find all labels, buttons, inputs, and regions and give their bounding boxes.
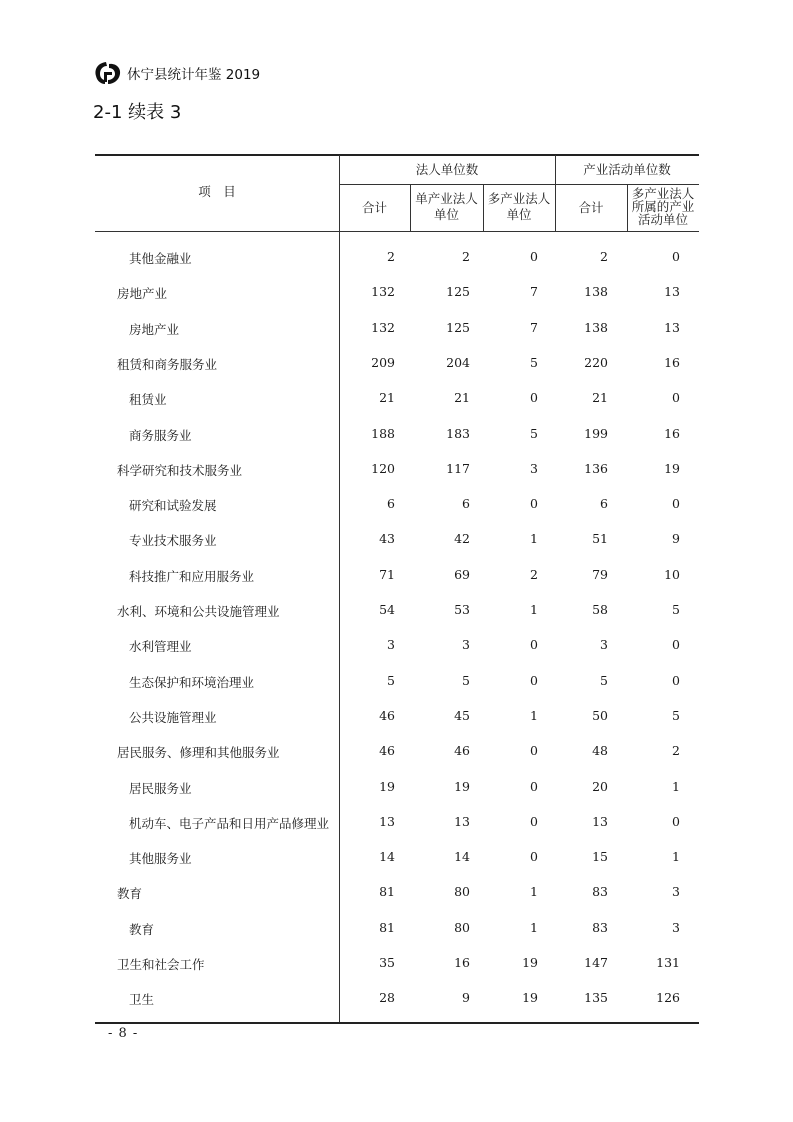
cell-single-industry: 46 bbox=[454, 743, 470, 759]
cell-legal-total: 81 bbox=[379, 884, 395, 900]
table-row bbox=[95, 417, 699, 452]
column-header-multi-industry bbox=[483, 192, 555, 222]
cell-legal-total: 6 bbox=[387, 496, 395, 512]
cell-activity-total: 13 bbox=[592, 813, 608, 829]
cell-multi-industry: 2 bbox=[530, 566, 538, 582]
cell-multi-industry: 0 bbox=[530, 743, 538, 759]
table-row bbox=[95, 699, 699, 734]
table-row bbox=[95, 381, 699, 416]
cell-multi-industry: 0 bbox=[530, 849, 538, 865]
cell-single-industry: 16 bbox=[454, 955, 470, 970]
cell-legal-total: 132 bbox=[371, 319, 395, 335]
table-row bbox=[95, 558, 699, 593]
cell-activity-total: 6 bbox=[600, 496, 608, 512]
book-title: 休宁县统计年鉴 2019 bbox=[127, 67, 261, 83]
row-label: 水利、环境和公共设施管理业 bbox=[117, 604, 280, 619]
row-label: 水利管理业 bbox=[129, 639, 192, 655]
cell-single-industry: 9 bbox=[462, 990, 470, 1006]
row-label: 教育 bbox=[129, 921, 155, 937]
cell-activity-total: 199 bbox=[584, 425, 608, 441]
cell-multi-activity: 0 bbox=[672, 390, 680, 406]
cell-multi-industry: 0 bbox=[530, 672, 538, 688]
row-label: 卫生和社会工作 bbox=[117, 957, 205, 972]
cell-multi-activity: 0 bbox=[672, 672, 680, 688]
cell-multi-activity: 5 bbox=[672, 707, 680, 723]
cell-multi-activity: 0 bbox=[672, 249, 680, 264]
column-header-item: 项 目 bbox=[198, 184, 236, 199]
cell-multi-industry: 19 bbox=[522, 990, 538, 1006]
table-bottom-rule bbox=[95, 1022, 699, 1024]
cell-legal-total: 28 bbox=[379, 990, 395, 1006]
table-row bbox=[95, 346, 699, 381]
cell-activity-total: 50 bbox=[592, 707, 608, 723]
cell-multi-industry: 5 bbox=[530, 425, 538, 441]
row-label: 居民服务业 bbox=[129, 780, 192, 796]
cell-single-industry: 45 bbox=[454, 707, 470, 723]
cell-legal-total: 35 bbox=[379, 955, 395, 970]
cell-legal-total: 120 bbox=[371, 460, 395, 476]
row-label: 公共设施管理业 bbox=[129, 709, 217, 725]
table-top-rule bbox=[95, 154, 699, 156]
cell-legal-total: 81 bbox=[379, 919, 395, 935]
cell-multi-activity: 0 bbox=[672, 496, 680, 512]
row-label: 房地产业 bbox=[129, 321, 180, 337]
cell-multi-industry: 0 bbox=[530, 496, 538, 512]
cell-single-industry: 80 bbox=[454, 919, 470, 935]
table-row bbox=[95, 911, 699, 946]
cell-multi-industry: 0 bbox=[530, 637, 538, 653]
cell-multi-activity: 3 bbox=[672, 884, 680, 900]
row-label: 专业技术服务业 bbox=[129, 533, 217, 549]
cell-multi-industry: 0 bbox=[530, 778, 538, 794]
cell-multi-industry: 1 bbox=[530, 602, 538, 617]
cell-multi-industry: 19 bbox=[522, 955, 538, 970]
row-label: 教育 bbox=[117, 886, 143, 902]
table-row bbox=[95, 840, 699, 875]
cell-single-industry: 183 bbox=[446, 425, 470, 441]
cell-multi-industry: 1 bbox=[530, 884, 538, 900]
table-row bbox=[95, 593, 699, 628]
table-header-rule bbox=[95, 231, 699, 232]
table-row bbox=[95, 452, 699, 487]
header-line: 所属的产业 bbox=[631, 199, 695, 214]
cell-activity-total: 15 bbox=[592, 849, 608, 865]
cell-single-industry: 21 bbox=[454, 390, 470, 406]
cell-multi-activity: 9 bbox=[672, 531, 680, 547]
cell-multi-industry: 3 bbox=[530, 460, 538, 476]
cell-multi-activity: 0 bbox=[672, 813, 680, 829]
cell-multi-activity: 126 bbox=[656, 990, 680, 1006]
column-header-activity-total: 合计 bbox=[578, 200, 604, 215]
cell-activity-total: 83 bbox=[592, 884, 608, 900]
cell-single-industry: 53 bbox=[454, 602, 470, 617]
column-header-legal-total: 合计 bbox=[361, 200, 387, 215]
row-label: 科技推广和应用服务业 bbox=[129, 568, 255, 584]
cell-legal-total: 3 bbox=[387, 637, 395, 653]
column-header-single-industry bbox=[410, 192, 483, 222]
row-label: 租赁和商务服务业 bbox=[117, 356, 218, 372]
cell-multi-activity: 19 bbox=[664, 460, 680, 476]
group-header-activity-units: 产业活动单位数 bbox=[583, 162, 671, 177]
cell-legal-total: 209 bbox=[371, 354, 395, 370]
cell-activity-total: 20 bbox=[592, 778, 608, 794]
cell-multi-industry: 0 bbox=[530, 390, 538, 406]
column-header-multi-activity bbox=[627, 187, 699, 226]
cell-activity-total: 79 bbox=[592, 566, 608, 582]
cell-multi-activity: 16 bbox=[664, 354, 680, 370]
row-label: 租赁业 bbox=[129, 392, 167, 408]
table-row bbox=[95, 311, 699, 346]
table-row bbox=[95, 664, 699, 699]
cell-activity-total: 58 bbox=[592, 602, 608, 617]
row-label: 生态保护和环境治理业 bbox=[129, 674, 255, 690]
cell-single-industry: 204 bbox=[446, 354, 470, 370]
cell-multi-activity: 131 bbox=[656, 955, 680, 970]
cell-activity-total: 21 bbox=[592, 390, 608, 406]
cell-activity-total: 48 bbox=[592, 743, 608, 759]
cell-legal-total: 132 bbox=[371, 284, 395, 300]
cell-single-industry: 117 bbox=[446, 460, 470, 476]
cell-legal-total: 5 bbox=[387, 672, 395, 688]
row-label: 研究和试验发展 bbox=[129, 498, 217, 514]
table-row bbox=[95, 734, 699, 769]
cell-multi-industry: 7 bbox=[530, 319, 538, 335]
row-label: 卫生 bbox=[129, 992, 155, 1008]
cell-legal-total: 46 bbox=[379, 707, 395, 723]
cell-multi-activity: 10 bbox=[664, 566, 680, 582]
cell-activity-total: 138 bbox=[584, 319, 608, 335]
table-row bbox=[95, 628, 699, 663]
header-line: 多产业法人 bbox=[631, 186, 695, 201]
cell-multi-activity: 2 bbox=[672, 743, 680, 759]
cell-activity-total: 83 bbox=[592, 919, 608, 935]
cell-multi-activity: 5 bbox=[672, 602, 680, 617]
cell-single-industry: 5 bbox=[462, 672, 470, 688]
cell-multi-industry: 7 bbox=[530, 284, 538, 300]
cell-single-industry: 19 bbox=[454, 778, 470, 794]
cell-legal-total: 71 bbox=[379, 566, 395, 582]
cell-activity-total: 3 bbox=[600, 637, 608, 653]
cell-multi-activity: 1 bbox=[672, 778, 680, 794]
table-row bbox=[95, 805, 699, 840]
row-label: 商务服务业 bbox=[129, 427, 192, 443]
cell-activity-total: 220 bbox=[584, 354, 608, 370]
cell-single-industry: 42 bbox=[454, 531, 470, 547]
cell-legal-total: 2 bbox=[387, 249, 395, 264]
cell-activity-total: 5 bbox=[600, 672, 608, 688]
cell-multi-industry: 1 bbox=[530, 919, 538, 935]
cell-legal-total: 43 bbox=[379, 531, 395, 547]
cell-activity-total: 2 bbox=[600, 249, 608, 264]
running-header bbox=[92, 58, 260, 88]
cell-multi-industry: 1 bbox=[530, 707, 538, 723]
cell-multi-activity: 3 bbox=[672, 919, 680, 935]
row-label: 其他金融业 bbox=[129, 251, 192, 266]
cell-legal-total: 46 bbox=[379, 743, 395, 759]
cell-single-industry: 80 bbox=[454, 884, 470, 900]
header-line: 活动单位 bbox=[637, 212, 688, 227]
row-label: 居民服务、修理和其他服务业 bbox=[117, 745, 280, 761]
cell-single-industry: 6 bbox=[462, 496, 470, 512]
cell-legal-total: 21 bbox=[379, 390, 395, 406]
cell-multi-industry: 0 bbox=[530, 249, 538, 264]
cell-single-industry: 13 bbox=[454, 813, 470, 829]
table-row bbox=[95, 275, 699, 310]
cell-multi-industry: 0 bbox=[530, 813, 538, 829]
cell-single-industry: 125 bbox=[446, 284, 470, 300]
cell-single-industry: 2 bbox=[462, 249, 470, 264]
table-row bbox=[95, 875, 699, 910]
cell-legal-total: 14 bbox=[379, 849, 395, 865]
table-title: 2-1 续表 3 bbox=[93, 102, 182, 123]
cell-multi-activity: 0 bbox=[672, 637, 680, 653]
cell-activity-total: 135 bbox=[584, 990, 608, 1006]
cell-multi-industry: 5 bbox=[530, 354, 538, 370]
cell-activity-total: 51 bbox=[592, 531, 608, 547]
cell-legal-total: 188 bbox=[371, 425, 395, 441]
cell-legal-total: 13 bbox=[379, 813, 395, 829]
cell-multi-activity: 16 bbox=[664, 425, 680, 441]
row-label: 科学研究和技术服务业 bbox=[117, 462, 243, 478]
table-row bbox=[95, 240, 699, 275]
cell-activity-total: 138 bbox=[584, 284, 608, 300]
row-label: 房地产业 bbox=[117, 286, 168, 302]
yearbook-logo-icon bbox=[92, 58, 124, 88]
table-row bbox=[95, 946, 699, 981]
header-line: 单位 bbox=[433, 207, 459, 222]
header-line: 多产业法人 bbox=[487, 191, 551, 206]
cell-single-industry: 125 bbox=[446, 319, 470, 335]
cell-legal-total: 19 bbox=[379, 778, 395, 794]
cell-multi-activity: 1 bbox=[672, 849, 680, 865]
cell-multi-industry: 1 bbox=[530, 531, 538, 547]
cell-single-industry: 69 bbox=[454, 566, 470, 582]
group-header-rule bbox=[339, 184, 699, 185]
cell-multi-activity: 13 bbox=[664, 284, 680, 300]
row-label: 其他服务业 bbox=[129, 851, 192, 867]
cell-activity-total: 136 bbox=[584, 460, 608, 476]
cell-single-industry: 3 bbox=[462, 637, 470, 653]
table-row bbox=[95, 522, 699, 557]
page-number: - 8 - bbox=[108, 1026, 139, 1041]
row-label: 机动车、电子产品和日用产品修理业 bbox=[129, 815, 330, 831]
cell-legal-total: 54 bbox=[379, 602, 395, 617]
cell-single-industry: 14 bbox=[454, 849, 470, 865]
table-row bbox=[95, 487, 699, 522]
header-line: 单位 bbox=[506, 207, 532, 222]
group-header-legal-units: 法人单位数 bbox=[415, 162, 479, 177]
cell-activity-total: 147 bbox=[584, 955, 608, 970]
table-row bbox=[95, 770, 699, 805]
cell-multi-activity: 13 bbox=[664, 319, 680, 335]
table-row bbox=[95, 981, 699, 1016]
header-line: 单产业法人 bbox=[415, 191, 478, 206]
